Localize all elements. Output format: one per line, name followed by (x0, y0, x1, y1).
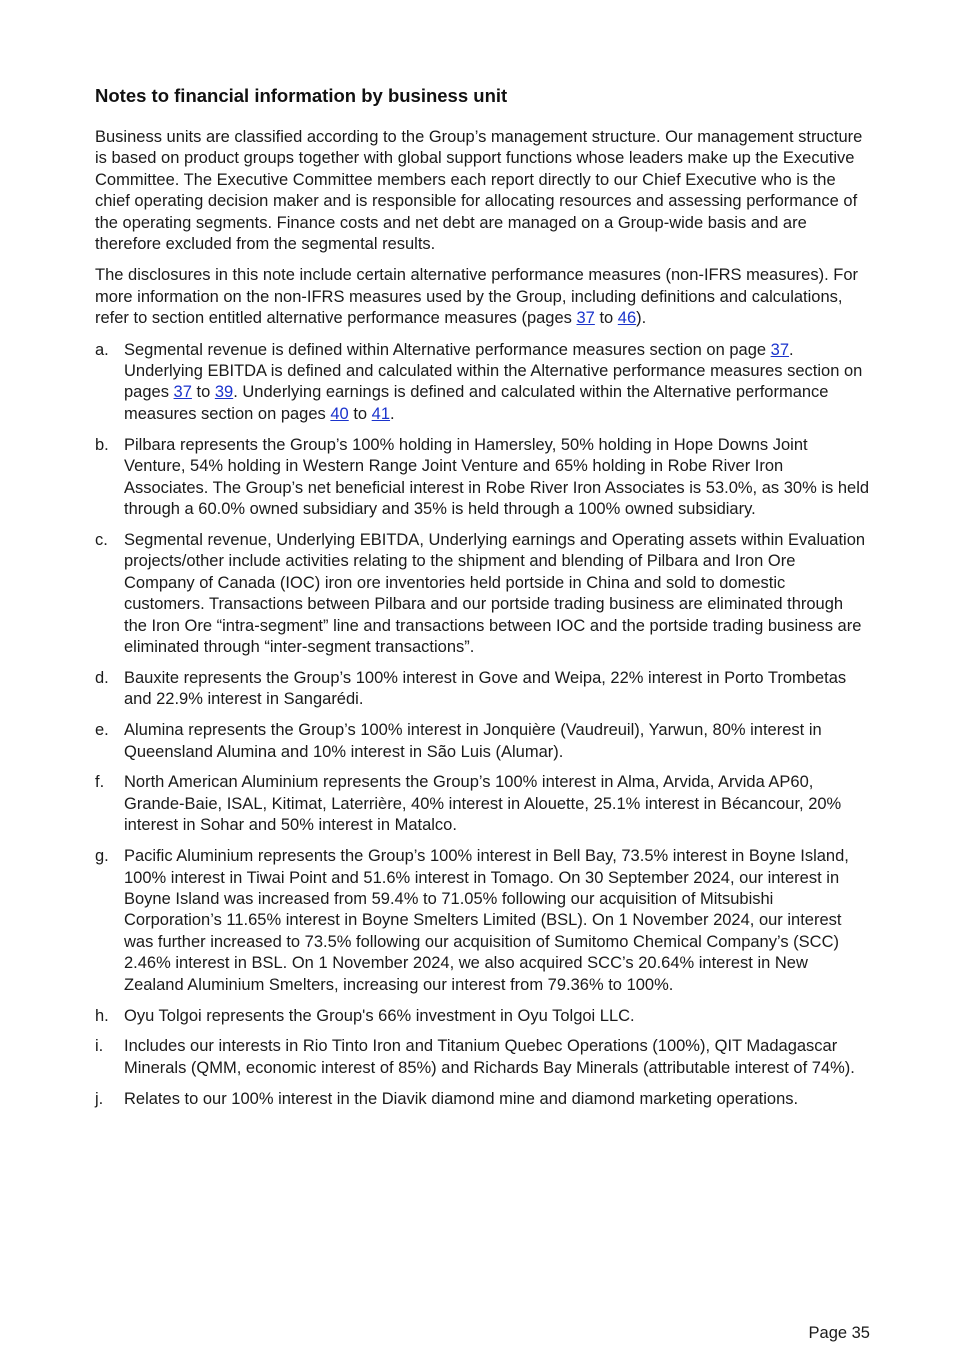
note-e (95, 720, 870, 763)
note-f (95, 772, 870, 836)
page-link-46[interactable]: 46 (617, 309, 637, 328)
note-marker: a. (95, 340, 109, 359)
page-link-37[interactable]: 37 (770, 340, 789, 359)
note-text: . (390, 404, 395, 423)
note-b (95, 435, 870, 521)
page-link-41[interactable]: 41 (371, 404, 391, 423)
note-text: Pilbara represents the Group’s 100% holding in Hamersley, 50% holding in Hope Downs Joint Venture, 54% holding in Western Range Joint Venture and 65% holding in Robe River Iron Associates. The Group’s net beneficial interest in Robe River Iron Associates is 53.0%, as 30% is held through a 60.0% owned subsidiary and 35% is held through a 100% owned subsidiary. (124, 435, 870, 518)
note-text: . Underlying EBITDA is defined and calculated within the Alternative performance measures section on pages (124, 340, 863, 402)
note-marker: b. (95, 435, 109, 454)
note-text: to (348, 404, 372, 423)
note-c (95, 530, 870, 658)
note-marker: c. (95, 530, 108, 549)
note-text: Pacific Aluminium represents the Group’s 100% interest in Bell Bay, 73.5% interest in Boyne Island, 100% interest in Tiwai Point and 51.6% interest in Tomago. On 30 September 2024, our interest in Boyne Island was increased from 59.4% to 71.05% following our acquisition of Mitsubishi Corporation’s 11.65% interest in Boyne Smelters Limited (BSL). On 1 November 2024, our interest was further increased to 73.5% following our acquisition of Sumitomo Chemical Company’s (SCC) 2.46% interest in BSL. On 1 November 2024, we also acquired SCC’s 20.64% interest in New Zealand Aluminium Smelters, increasing our interest from 79.36% to 100%. (124, 847, 849, 994)
note-h (95, 1006, 870, 1027)
note-marker: h. (95, 1006, 109, 1025)
page-title: Notes to financial information by business unit (95, 85, 508, 106)
disclosure-paragraph (95, 265, 870, 329)
disclosure-text: to (594, 309, 618, 328)
note-marker: e. (95, 721, 109, 740)
note-marker: d. (95, 668, 109, 687)
note-text: to (191, 383, 215, 402)
note-text: North American Aluminium represents the Group’s 100% interest in Alma, Arvida, Arvida AP60, Grande-Baie, ISAL, Kitimat, Laterrière, 40% interest in Alouette, 25.1% interest in Bécancour, 20% interest in Sohar and 50% interest in Matalco. (124, 773, 842, 835)
note-a (95, 340, 870, 426)
page-link-40[interactable]: 40 (330, 404, 349, 423)
note-text: . Underlying earnings is defined and calculated within the Alternative performance measures section on pages (124, 383, 829, 423)
note-text: Segmental revenue is defined within Alternative performance measures section on page (124, 340, 771, 359)
disclosure-text: The disclosures in this note include certain alternative performance measures (non-IFRS measures). For more information on the non-IFRS measures used by the Group, including definitions and calculations, refer to section entitled alternative performance measures (pages (95, 266, 858, 328)
note-text: Bauxite represents the Group’s 100% interest in Gove and Weipa, 22% interest in Porto Trombetas and 22.9% interest in Sangarédi. (124, 668, 847, 709)
document-page (95, 84, 870, 1120)
page-link-37[interactable]: 37 (173, 383, 192, 402)
note-marker: i. (95, 1037, 104, 1056)
note-text: Alumina represents the Group’s 100% interest in Jonquière (Vaudreuil), Yarwun, 80% interest in Queensland Alumina and 10% interest in São Luis (Alumar). (124, 721, 822, 761)
note-d (95, 668, 870, 711)
page-link-39[interactable]: 39 (214, 383, 234, 402)
page-number: Page 35 (808, 1324, 870, 1342)
note-marker: j. (95, 1089, 104, 1108)
note-j (95, 1089, 870, 1110)
note-text: Oyu Tolgoi represents the Group's 66% investment in Oyu Tolgoi LLC. (124, 1006, 635, 1025)
note-i (95, 1036, 870, 1079)
intro-paragraph: Business units are classified according to the Group’s management structure. Our management structure is based on product groups together with global support functions whose leaders make up the Executive Committee. The Executive Committee members each report directly to our Chief Executive who is the chief operating decision maker and is responsible for allocating resources and assessing performance of the operating segments. Finance costs and net debt are managed on a Group-wide basis and are therefore excluded from the segmental results. (95, 128, 863, 254)
page-link-37[interactable]: 37 (576, 309, 595, 328)
note-g (95, 846, 870, 996)
notes-list (95, 340, 870, 1111)
note-text: Includes our interests in Rio Tinto Iron and Titanium Quebec Operations (100%), QIT Madagascar Minerals (QMM, economic interest of 85%) and Richards Bay Minerals (attributable interest of 74%). (124, 1037, 855, 1077)
note-text: Segmental revenue, Underlying EBITDA, Underlying earnings and Operating assets within Evaluation projects/other include activities relating to the shipment and blending of Pilbara and Iron Ore Company of Canada (IOC) iron ore inventories held portside in China and sold to domestic customers. Transactions between Pilbara and our portside trading business are eliminated through the Iron Ore “intra-segment” line and transactions between IOC and the portside trading business are eliminated through “inter-segment transactions”. (124, 530, 866, 656)
note-marker: f. (95, 773, 105, 792)
disclosure-text: ). (636, 309, 647, 328)
note-marker: g. (95, 847, 109, 866)
note-text: Relates to our 100% interest in the Diavik diamond mine and diamond marketing operations. (124, 1089, 799, 1108)
